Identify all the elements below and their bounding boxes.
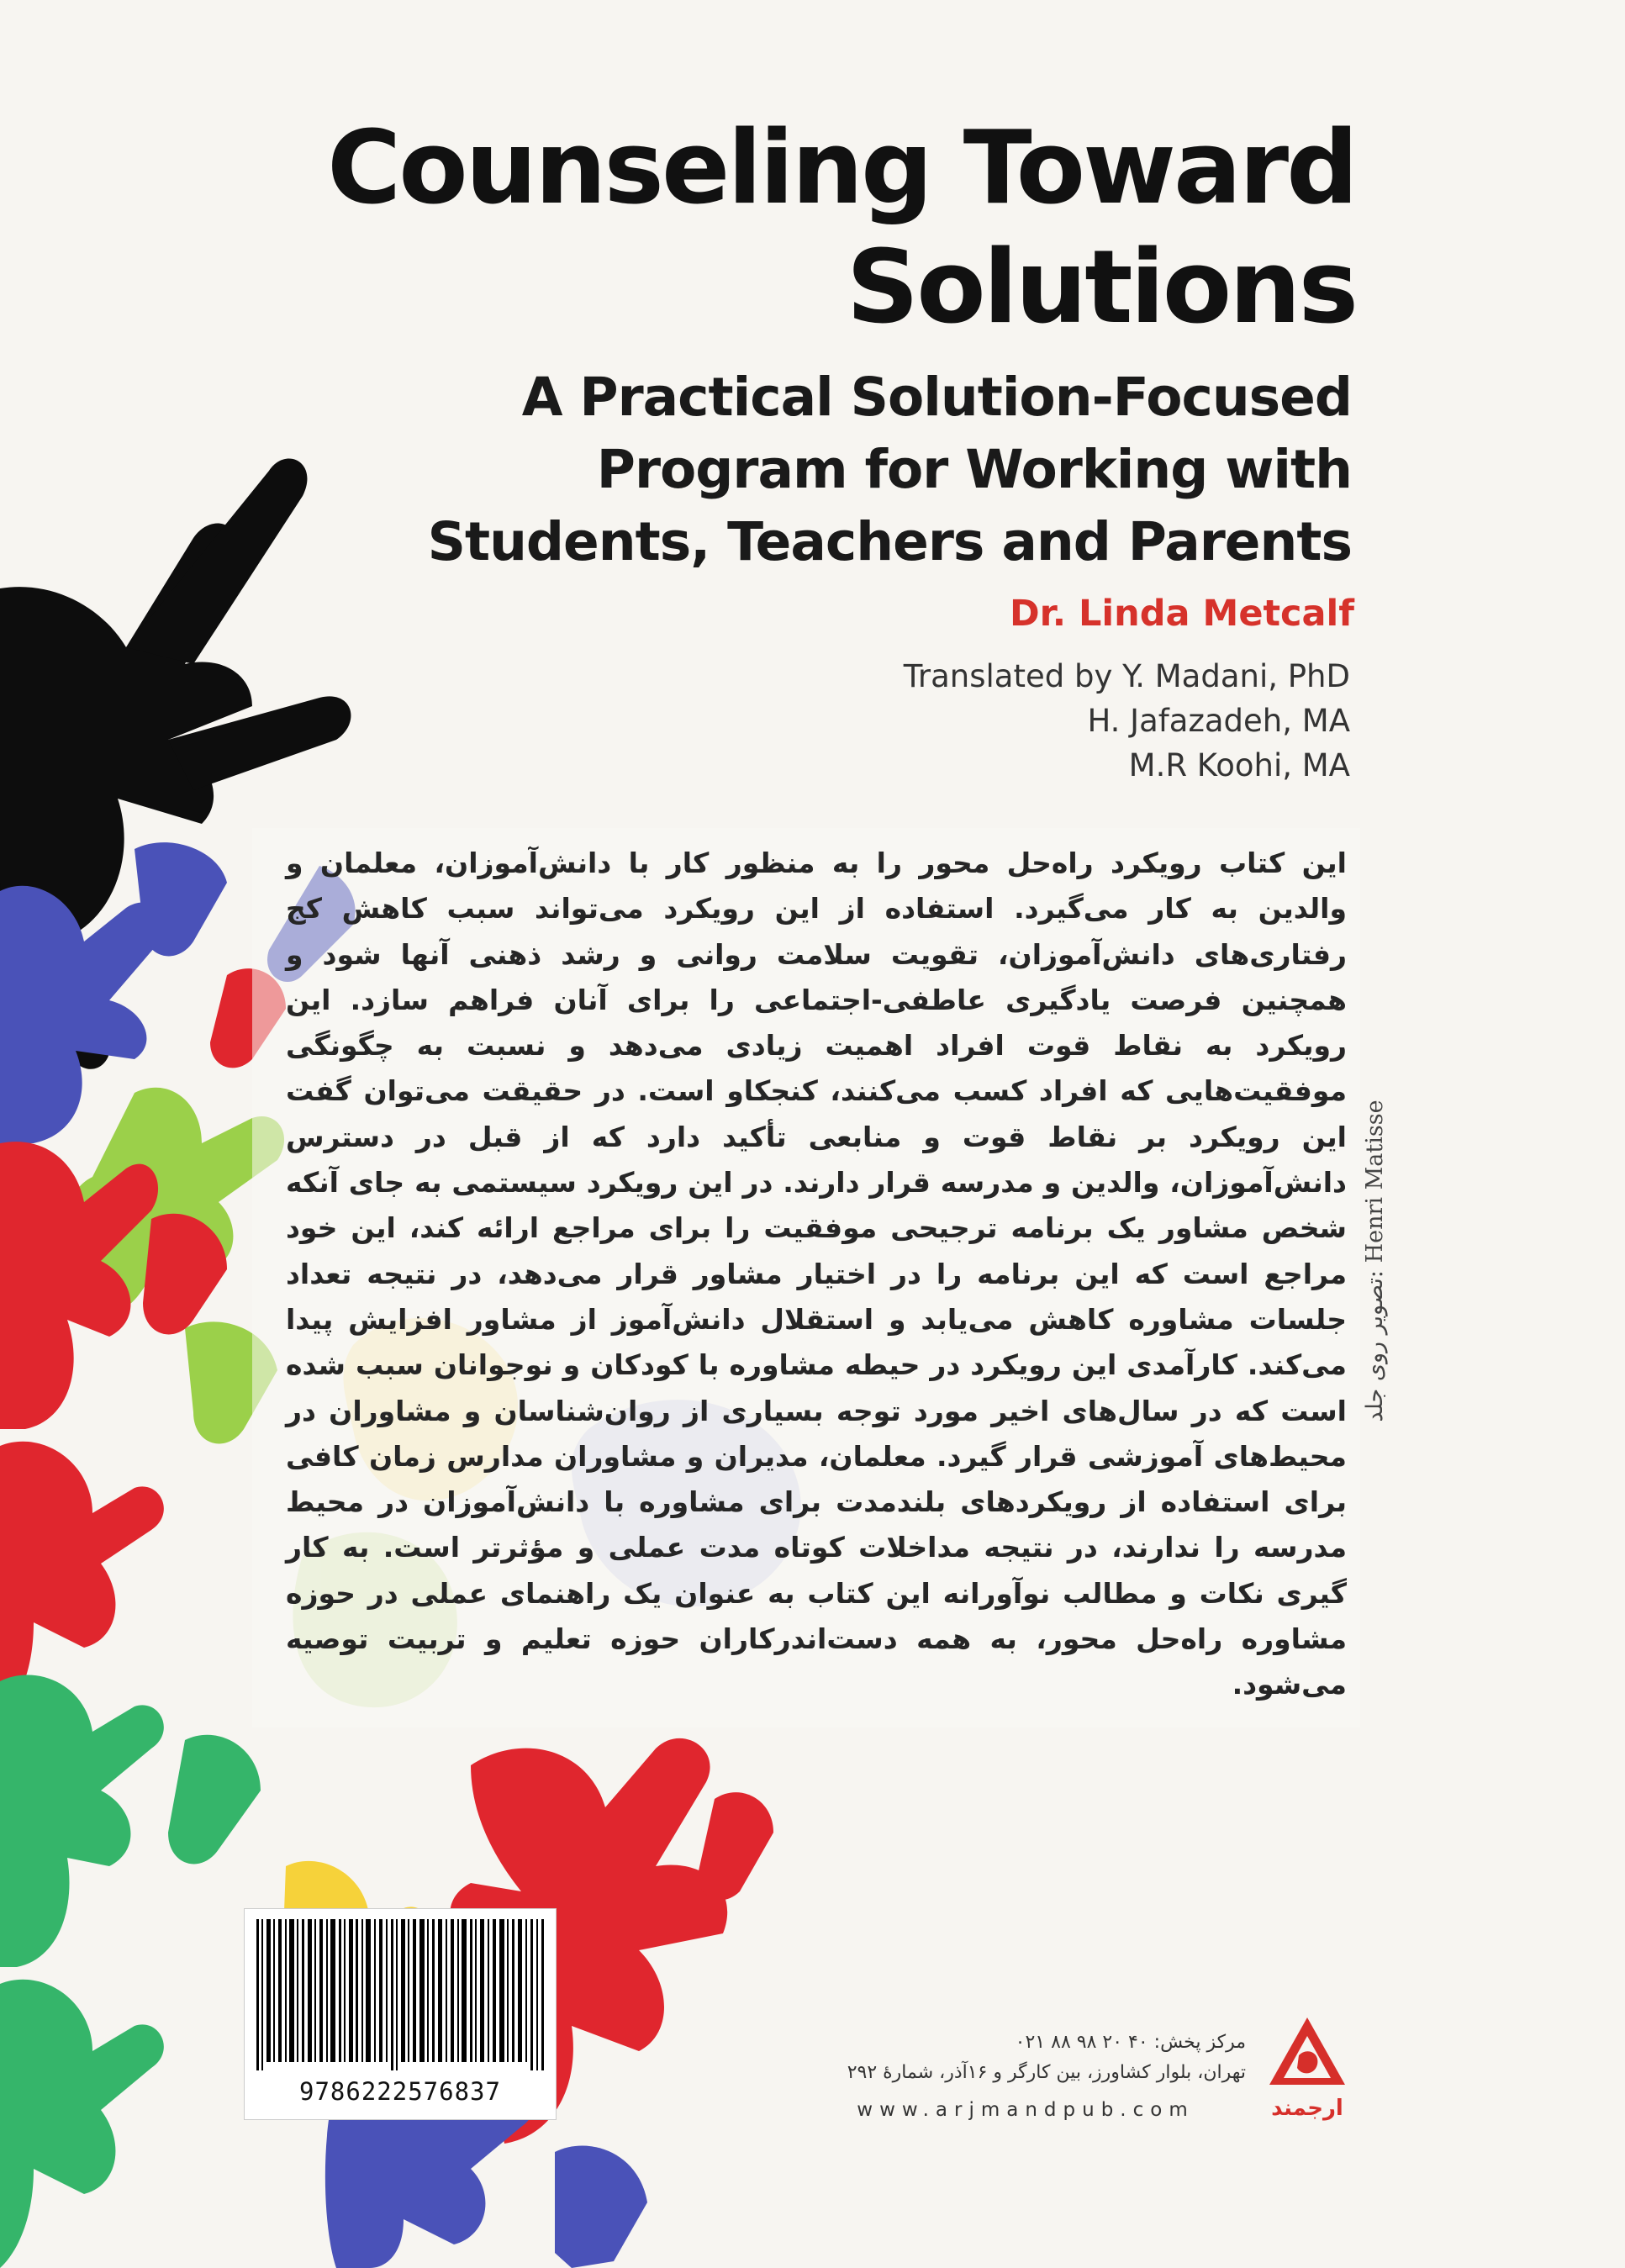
translator-line: H. Jafazadeh, MA [1087, 703, 1350, 739]
red-leaf-left [0, 1142, 227, 1715]
isbn-barcode [244, 1908, 557, 2120]
publisher-contact [807, 2028, 1246, 2088]
publisher-address: تهران، بلوار کشاورز، بین کارگر و ۱۶آذر، شمارهٔ ۲۹۲ [847, 2062, 1246, 2083]
publisher-logo-icon [1257, 2009, 1358, 2144]
green-leaf [0, 1675, 261, 2268]
book-subtitle [428, 361, 1352, 578]
author-name: Dr. Linda Metcalf [1009, 593, 1354, 635]
translator-line: Translated by Y. Madani, PhD [903, 658, 1350, 694]
publisher-logo-name: ارجمند [1271, 2096, 1343, 2121]
subtitle-line-3: Students, Teachers and Parents [427, 511, 1352, 572]
distribution-phone: مرکز پخش: ۴۰ ۲۰ ۹۸ ۸۸ ۰۲۱ [1015, 2032, 1246, 2053]
translator-line: M.R Koohi, MA [1128, 747, 1350, 783]
book-title [327, 109, 1356, 348]
translators-list [904, 654, 1350, 788]
isbn-number: 9786222576837 [299, 2077, 501, 2106]
title-line-2: Solutions [846, 229, 1356, 346]
publisher-website: www.arjmandpub.com [857, 2099, 1195, 2121]
title-line-1: Counseling Toward [327, 110, 1356, 227]
cover-image-credit: تصویر روی جلد: Henri Matisse [1362, 1100, 1388, 1422]
subtitle-line-2: Program for Working with [596, 439, 1352, 500]
subtitle-line-1: A Practical Solution-Focused [521, 367, 1352, 428]
book-description: این کتاب رویکرد راه‌حل محور را به منظور کار با دانش‌آموزان، معلمان و والدین به کار می‌گیرد. استفاده از این رویکرد می‌تواند سبب کاهش کج رفتاری‌های دانش‌آموزان، تقویت سلامت روانی و رشد ذهنی آنها شود و همچنین فرصت یادگیری عاطفی-اجتماعی را برای آنان فراهم سازد. این رویکرد به نقاط قوت افراد اهمیت زیادی می‌دهد و نسبت به چگونگی موفقیت‌هایی که افراد کسب می‌کنند، کنجکاو است. در حقیقت می‌توان گفت این رویکرد بر نقاط قوت و منابعی تأکید دارد که از قبل در دسترس دانش‌آموزان، والدین و مدرسه قرار دارند. در این رویکرد سیستمی به جای آنکه شخص مشاور یک برنامه ترجیحی موفقیت را برای مراجع ارائه کند، این خود مراجع است که این برنامه را در اختیار مشاور قرار می‌دهد، در نتیجه تعداد جلسات مشاوره کاهش می‌یابد و استقلال دانش‌آموز از مشاور افزایش پیدا می‌کند. کارآمدی این رویکرد در حیطه مشاوره با کودکان و نوجوانان سبب شده است که در سال‌های اخیر مورد توجه بسیاری از روان‌شناسان و مشاوران در محیط‌های آموزشی قرار گیرد. معلمان، مدیران و مشاوران مدارس زمان کافی برای استفاده از رویکردهای بلندمدت برای مشاوره با دانش‌آموزان در محیط مدرسه را ندارند، در نتیجه مداخلات کوتاه مدت عملی و مؤثرتر است. به کار گیری نکات و مطالب نوآورانه این کتاب به عنوان یک راهنمای عملی در حوزه مشاوره راه‌حل محور، به همه دست‌اندرکاران حوزه تعلیم و تربیت توصیه می‌شود. [286, 847, 1347, 1701]
barcode-bars [256, 1919, 544, 2070]
